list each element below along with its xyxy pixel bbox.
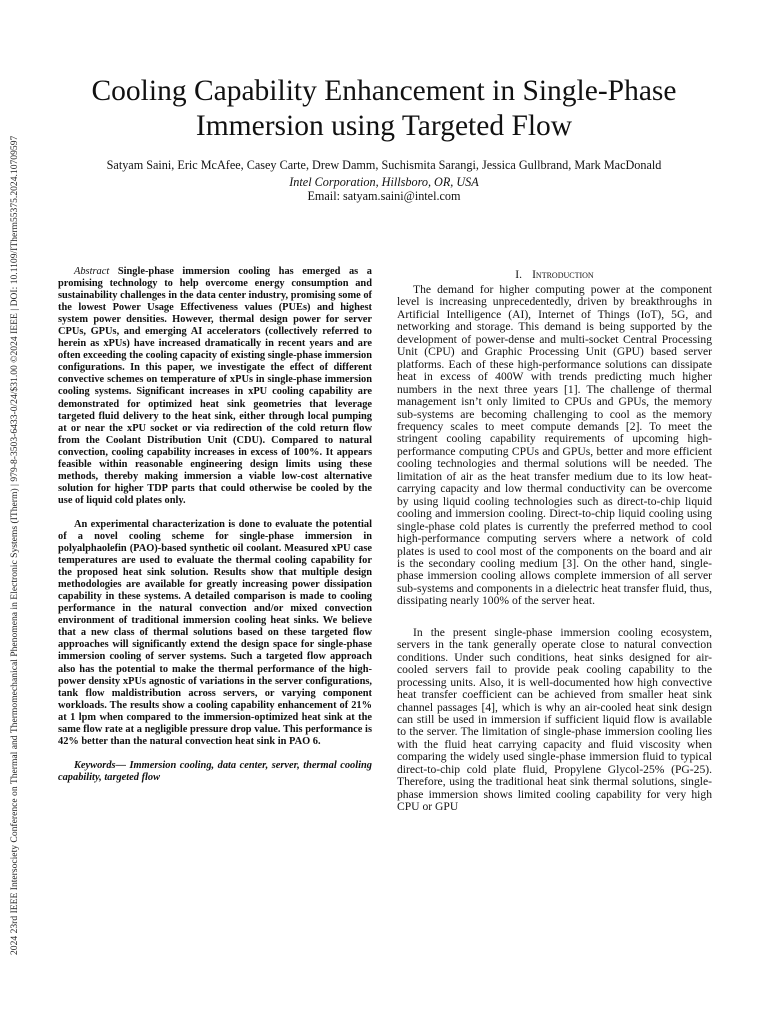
paper-title: Cooling Capability Enhancement in Single-Phase Immersion using Targeted Flow <box>91 75 677 142</box>
keywords-text: Immersion cooling, data center, server, thermal cooling capability, targeted flow <box>58 759 372 783</box>
intro-paragraph-1: The demand for higher computing power at the component level is increasing unprecedentedly, driven by breakthroughs in Artificial Intelligence (AI), Internet of Things (IoT), 5G, and networking and storage. This demand is being supported by the development of power-dense and multi-socket Central Processing Unit (CPU) and Graphic Processing Unit (GPU) based server platforms. Each of these high-performance solutions can dissipate heat in excess of 400W with trends predicting much higher numbers in the next three years [1]. The challenge of thermal management isn’t only limited to CPUs and GPUs, the memory sub-systems are becoming challenging to cool as the memory frequency scales to meet compute demands [2]. To meet the stringent cooling capability requirements of upcoming high-performance computing CPUs and GPUs, better and more efficient cooling technologies and thermal solutions will be needed. The limitation of air as the heat transfer medium due to its low heat-carrying capacity and low thermal conductivity can be overcome by using liquid cooling technologies such as direct-to-chip liquid cooling and immersion cooling. Direct-to-chip liquid cooling using single-phase cold plates is currently the preferred method to cool high-performance computing servers where a network of cold plates is used to cool most of the components on the board and air is the secondary cooling medium [3]. On the other hand, single-phase immersion cooling allows complete immersion of all server sub-systems and components in a dielectric heat transfer fluid, thus, dissipating nearly 100% of the server heat. <box>397 283 712 608</box>
section-heading <box>397 268 712 282</box>
abstract-column <box>58 266 372 784</box>
abstract-paragraph-1 <box>58 266 372 507</box>
abstract-label: Abstract <box>74 266 110 277</box>
intro-paragraph-2: In the present single-phase immersion cooling ecosystem, servers in the tank generally operate close to natural convection conditions. Under such conditions, heat sinks designed for air-cooled servers fail to provide peak cooling capability to the processing units. Also, it is well-documented how high convective heat transfer coefficient can be achieved from smaller heat sink channel passages [4], which is why an air-cooled heat sink design can still be used in immersion if sufficient liquid flow is available to the server. The limitation of single-phase immersion cooling lies with the fluid heat carrying capacity and fluid viscosity when comparing the widely used single-phase immersion fluid to typical direct-to-chip cold plate fluid, Propylene Glycol-25% (PG-25). Therefore, using the traditional heat sink thermal solutions, single-phase immersion shows limited cooling capability for very high CPU or GPU <box>397 625 712 814</box>
publication-info-sidebar: 2024 23rd IEEE Intersociety Conference on Thermal and Thermomechanical Phenomena in Electronic Systems (ITherm) | 979-8-3503-6433-0/24/$31.00 ©2024 IEEE | DOI: 10.1109/ITherm55375.2024.10709597 <box>9 135 20 955</box>
contact-email: Email: satyam.saini@intel.com <box>307 189 461 203</box>
introduction-column <box>397 268 712 814</box>
abstract-paragraph-2: An experimental characterization is done to evaluate the potential of a novel cooling scheme for single-phase immersion in polyalphaolefin (PAO)-based synthetic oil coolant. Measured xPU case temperatures are used to evaluate the thermal cooling capability for the proposed heat sink solution. Results show that multiple design methodologies are available for greatly increasing power dissipation capability in these systems. A detailed comparison is made to cooling performance in the natural convection and/or mixed convection environment of traditional immersion cooling heat sinks. We believe that a new class of thermal solutions based on these targeted flow approaches will significantly extend the design space for single-phase immersion cooling of server systems. Such a targeted flow approach also has the potential to make the thermal performance of the high-power density xPUs agnostic of variations in the server configurations, tank flow maldistribution across servers, or varying component workloads. The results show a cooling capability enhancement of 21% at 1 lpm when compared to the immersion-optimized heat sink at the same flow rate at a negligible pressure drop value. This performance is 42% better than the natural convection heat sink in PAO 6. <box>58 518 372 747</box>
abstract-text-1: Single-phase immersion cooling has emerged as a promising technology to help overcome energy consumption and sustainability challenges in the data center industry, promising some of the lowest Power Usage Effectiveness values (PUEs) and highest system power densities. However, thermal design power for server CPUs, GPUs, and emerging AI accelerators (collectively referred to herein as xPUs) have increased dramatically in recent years and are often exceeding the cooling capacity of existing single-phase immersion configurations. In this paper, we investigate the effect of different convective schemes on temperature of xPUs in single-phase immersion cooling systems. Significant increases in xPU cooling capability are demonstrated for optimized heat sink geometries that leverage targeted fluid delivery to the heat sink, either through local pumping at or near the xPU socket or via redirection of the cold return flow from the Coolant Distribution Unit (CDU). Compared to natural convection, cooling capability increases in excess of 100%. It appears feasible within reasonable engineering design limits using these methods, thereby making immersion a viable low-cost alternative solution for higher TDP parts that could otherwise be cooled by the use of liquid cold plates only. <box>58 266 372 506</box>
author-list: Satyam Saini, Eric McAfee, Casey Carte, Drew Damm, Suchismita Sarangi, Jessica Gullbrand, Mark MacDonald <box>106 158 662 172</box>
section-title: Introduction <box>532 268 594 281</box>
keywords-label: Keywords— <box>74 759 126 771</box>
section-number: I. <box>515 268 523 281</box>
affiliation: Intel Corporation, Hillsboro, OR, USA <box>289 175 479 189</box>
keywords <box>58 760 372 784</box>
